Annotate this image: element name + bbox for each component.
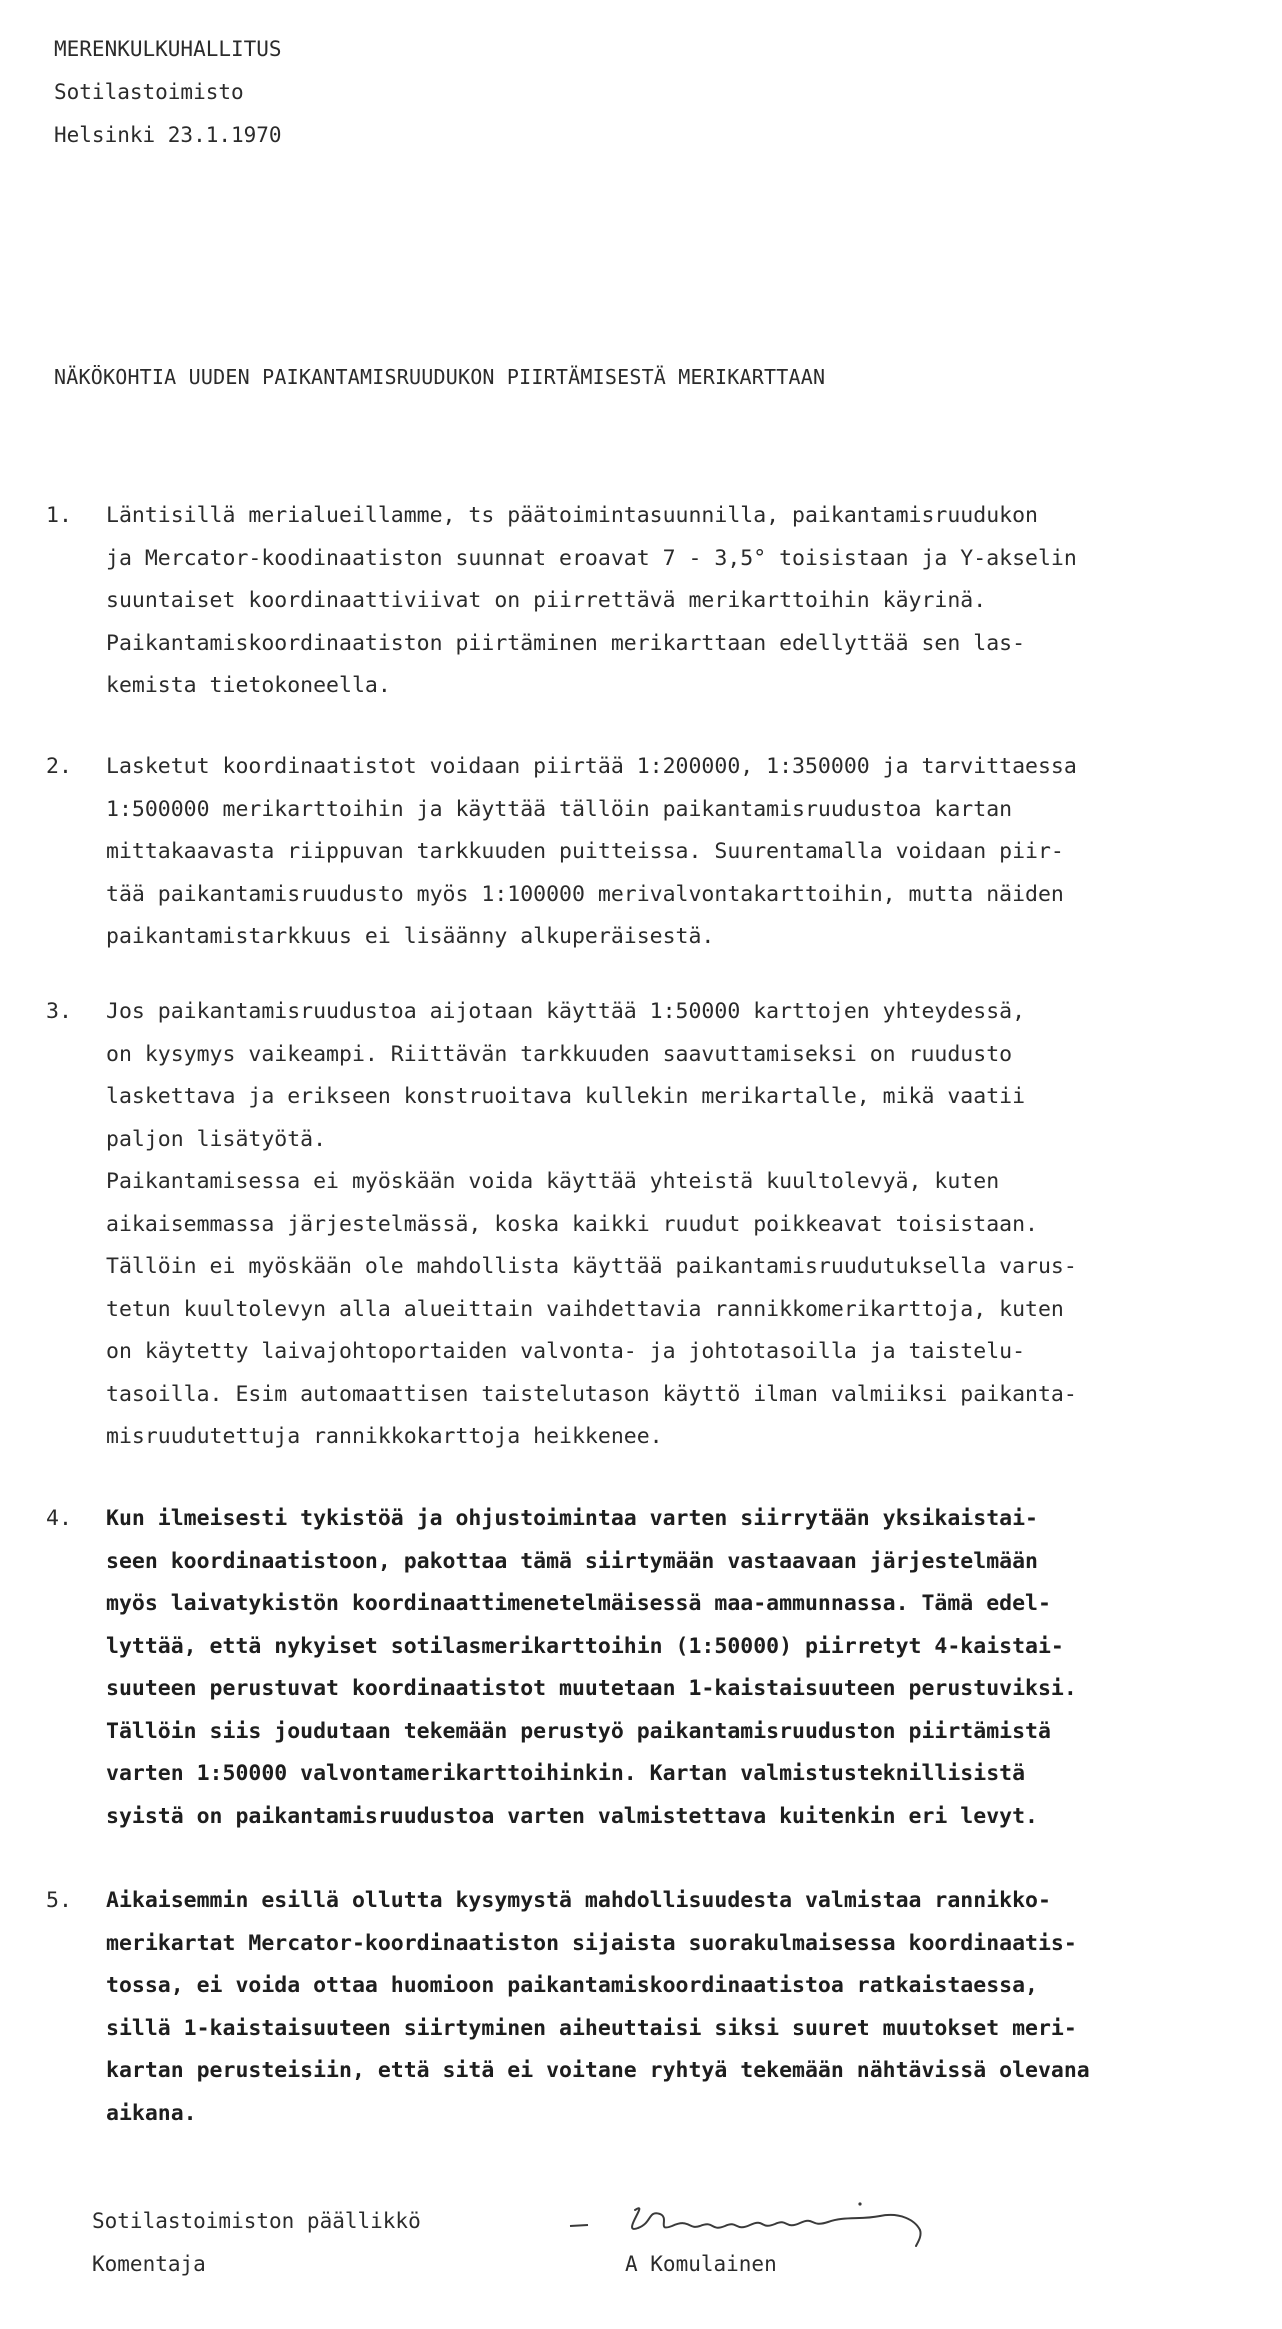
paragraph-line: Lasketut koordinaatistot voidaan piirtää 1:200000, 1:350000 ja tarvittaessa: [106, 754, 1077, 779]
paragraph-line: on käytetty laivajohtoportaiden valvonta- ja johtotasoilla ja taistelu-: [106, 1339, 1026, 1364]
place-date: Helsinki 23.1.1970: [54, 123, 282, 147]
paragraph-line: merikartat Mercator-koordinaatiston sijaista suorakulmaisessa koordinaatis-: [106, 1930, 1077, 1956]
paragraph-line: Läntisillä merialueillamme, ts päätoimintasuunnilla, paikantamisruudukon: [106, 503, 1038, 528]
paragraph-number: 1.: [46, 503, 72, 528]
paragraph-line: misruudutettuja rannikkokarttoja heikkenee.: [106, 1424, 663, 1449]
paragraph-line: Tällöin ei myöskään ole mahdollista käyttää paikantamisruudutuksella varus-: [106, 1254, 1077, 1279]
paragraph-5: [46, 1880, 1256, 2135]
paragraph-line: Jos paikantamisruudustoa aijotaan käyttää 1:50000 karttojen yhteydessä,: [106, 999, 1026, 1024]
paragraph-number: 3.: [46, 999, 72, 1024]
paragraph-number: 4.: [46, 1506, 72, 1531]
organization-name: MERENKULKUHALLITUS: [54, 37, 282, 61]
paragraph-2: [46, 746, 1256, 959]
paragraph-number: 2.: [46, 754, 72, 779]
paragraph-line: syistä on paikantamisruudustoa varten valmistettava kuitenkin eri levyt.: [106, 1803, 1038, 1829]
paragraph-line: varten 1:50000 valvontamerikarttoihinkin. Kartan valmistusteknillisistä: [106, 1761, 1026, 1786]
paragraph-line: sillä 1-kaistaisuuteen siirtyminen aiheuttaisi siksi suuret muutokset meri-: [106, 2015, 1077, 2041]
paragraph-number: 5.: [46, 1888, 72, 1913]
paragraph-line: aikaisemmassa järjestelmässä, koska kaikki ruudut poikkeavat toisistaan.: [106, 1211, 1038, 1237]
paragraph-line: paljon lisätyötä.: [106, 1126, 327, 1152]
document-title: NÄKÖKOHTIA UUDEN PAIKANTAMISRUUDUKON PIIRTÄMISESTÄ MERIKARTTAAN: [54, 365, 826, 389]
paragraph-line: Paikantamiskoordinaatiston piirtäminen merikarttaan edellyttää sen las-: [106, 630, 1026, 656]
paragraph-3: [46, 991, 1256, 1459]
office-name: Sotilastoimisto: [54, 80, 244, 104]
paragraph-line: kartan perusteisiin, että sitä ei voitane ryhtyä tekemään nähtävissä olevana: [106, 2058, 1090, 2083]
paragraph-line: aikana.: [106, 2100, 197, 2126]
paragraph-line: suuteen perustuvat koordinaatistot muutetaan 1-kaistaisuuteen perustuviksi.: [106, 1676, 1077, 1701]
paragraph-line: tää paikantamisruudusto myös 1:100000 merivalvontakarttoihin, mutta näiden: [106, 881, 1064, 907]
paragraph-line: Paikantamisessa ei myöskään voida käyttää yhteistä kuultolevyä, kuten: [106, 1169, 1000, 1194]
signature-title-block: [92, 2200, 421, 2286]
paragraph-line: on kysymys vaikeampi. Riittävän tarkkuuden saavuttamiseksi on ruudusto: [106, 1041, 1013, 1067]
paragraph-line: tossa, ei voida ottaa huomioon paikantamiskoordinaatistoa ratkaistaessa,: [106, 1973, 1038, 1998]
paragraph-line: tetun kuultolevyn alla alueittain vaihdettavia rannikkomerikarttoja, kuten: [106, 1296, 1064, 1322]
paragraph-line: suuntaiset koordinaattiviivat on piirrettävä merikarttoihin käyrinä.: [106, 588, 987, 613]
paragraph-line: 1:500000 merikarttoihin ja käyttää tällöin paikantamisruudustoa kartan: [106, 796, 1013, 822]
signer-name: A Komulainen: [625, 2252, 777, 2276]
paragraph-line: seen koordinaatistoon, pakottaa tämä siirtymään vastaavaan järjestelmään: [106, 1548, 1038, 1574]
paragraph-line: myös laivatykistön koordinaattimenetelmäisessä maa-ammunnassa. Tämä edel-: [106, 1591, 1051, 1616]
paragraph-line: Tällöin siis joudutaan tekemään perustyö paikantamisruuduston piirtämistä: [106, 1718, 1051, 1744]
paragraph-line: kemista tietokoneella.: [106, 673, 391, 698]
paragraph-line: lyttää, että nykyiset sotilasmerikarttoihin (1:50000) piirretyt 4-kaistai-: [106, 1633, 1064, 1659]
letterhead: [54, 28, 282, 157]
paragraph-line: laskettava ja erikseen konstruoitava kullekin merikartalle, mikä vaatii: [106, 1084, 1026, 1109]
paragraph-line: paikantamistarkkuus ei lisäänny alkuperäisestä.: [106, 924, 715, 949]
paragraph-line: ja Mercator-koodinaatiston suunnat eroavat 7 - 3,5° toisistaan ja Y-akselin: [106, 545, 1077, 571]
signer-position: Sotilastoimiston päällikkö: [92, 2209, 421, 2233]
paragraph-line: Aikaisemmin esillä ollutta kysymystä mahdollisuudesta valmistaa rannikko-: [106, 1888, 1051, 1913]
paragraph-line: tasoilla. Esim automaattisen taistelutason käyttö ilman valmiiksi paikanta-: [106, 1381, 1077, 1407]
paragraph-line: Kun ilmeisesti tykistöä ja ohjustoimintaa varten siirrytään yksikaistai-: [106, 1506, 1038, 1531]
paragraph-line: mittakaavasta riippuvan tarkkuuden puitteissa. Suurentamalla voidaan piir-: [106, 839, 1064, 864]
paragraph-4: [46, 1498, 1256, 1838]
paragraph-1: [46, 495, 1256, 708]
signer-rank: Komentaja: [92, 2252, 206, 2276]
